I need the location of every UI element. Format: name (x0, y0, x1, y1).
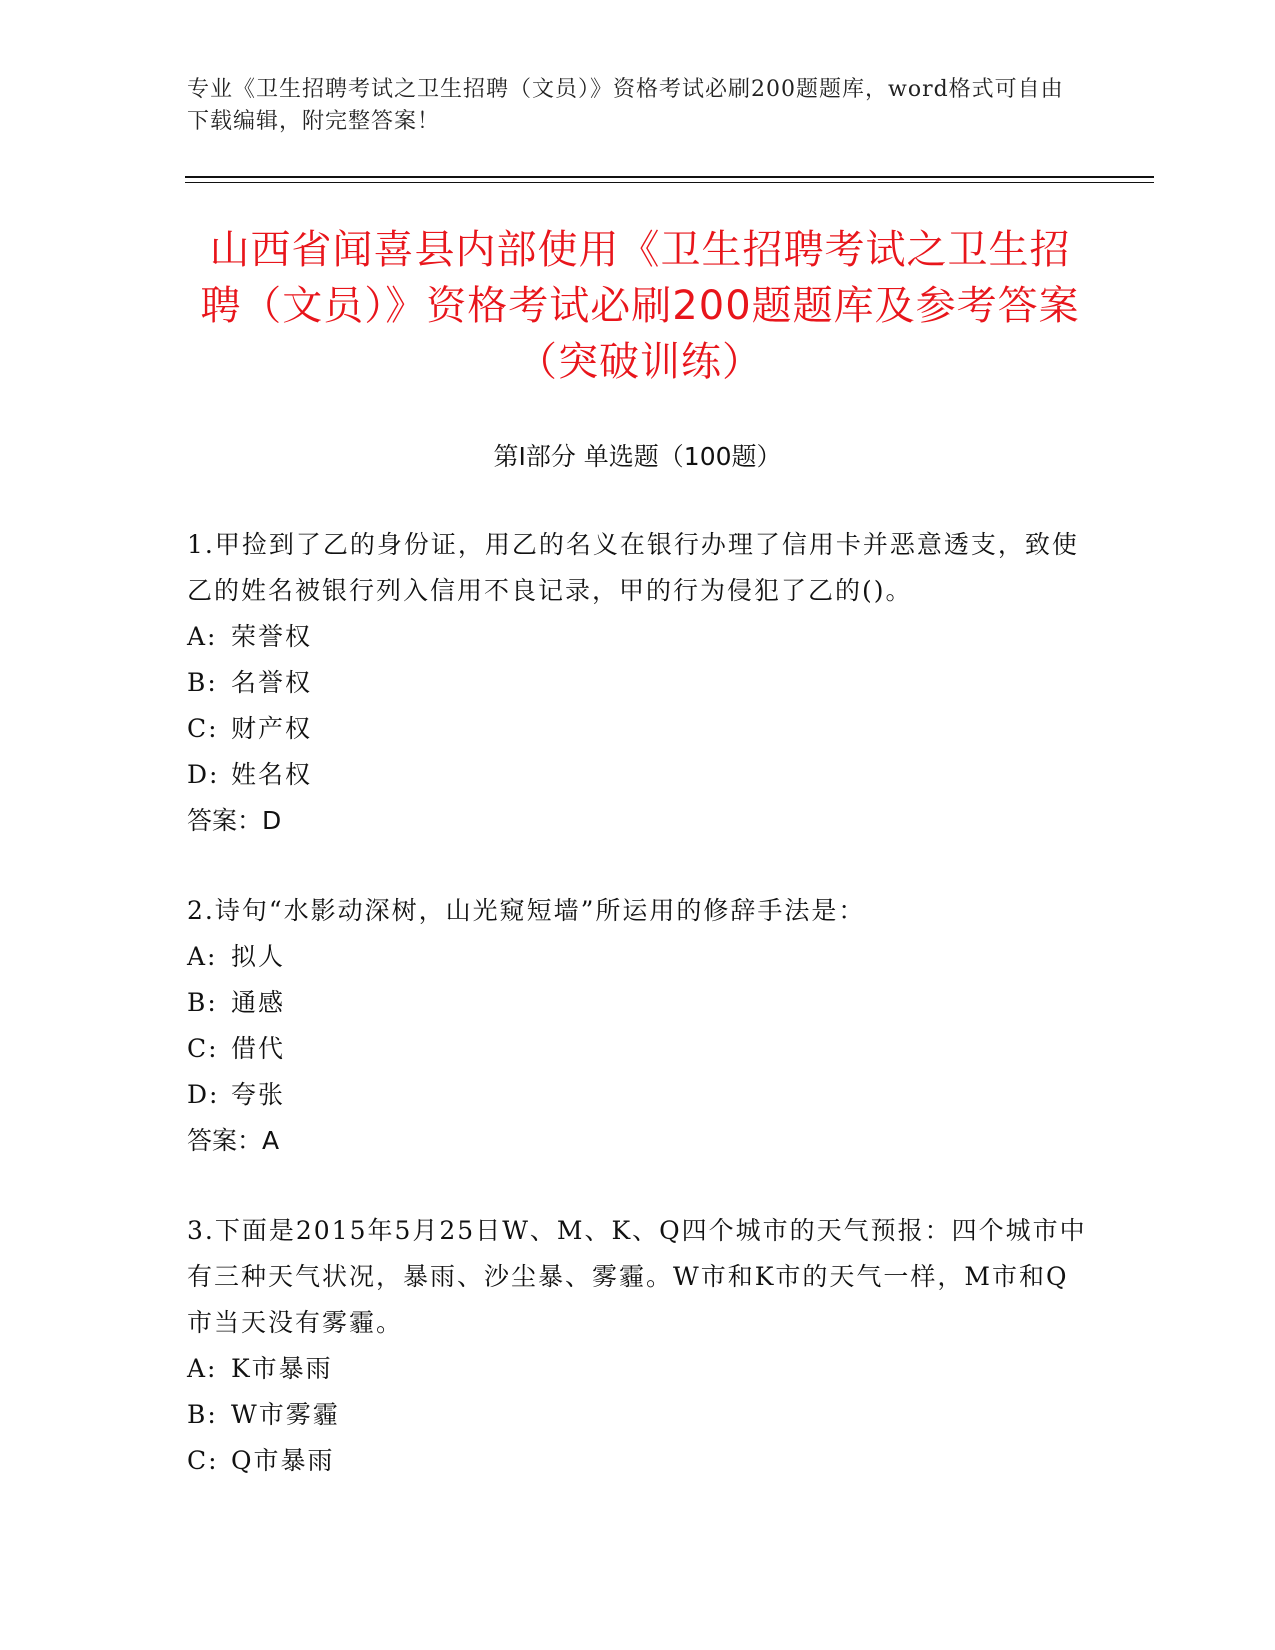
question-3 (187, 1208, 1087, 1484)
question-2-text: 2.诗句“水影动深树，山光窥短墙”所运用的修辞手法是： (187, 896, 866, 925)
question-3-option-c (187, 1438, 1087, 1484)
header-note: 专业《卫生招聘考试之卫生招聘（文员）》资格考试必刷200题题库，word格式可自由下载编辑，附完整答案！ (187, 77, 1064, 134)
question-1-option-b (187, 660, 1087, 706)
question-1-option-a (187, 614, 1087, 660)
option-text: 荣誉权 (231, 622, 313, 651)
option-text: 财产权 (231, 714, 313, 743)
option-letter: D: (187, 1080, 220, 1109)
option-letter: C: (187, 1034, 219, 1063)
option-text: 通感 (231, 988, 286, 1017)
question-1-option-c (187, 706, 1087, 752)
question-3-text: 3.下面是2015年5月25日W、M、K、Q四个城市的天气预报：四个城市中有三种天气状况，暴雨、沙尘暴、雾霾。W市和K市的天气一样，M市和Q市当天没有雾霾。 (187, 1216, 1087, 1337)
question-2 (187, 888, 1087, 1164)
option-letter: C: (187, 714, 219, 743)
question-2-option-b (187, 980, 1087, 1026)
header-rule-thin (185, 182, 1154, 183)
option-letter: C: (187, 1446, 219, 1475)
option-text: 拟人 (231, 942, 286, 971)
option-text: W市雾霾 (231, 1400, 340, 1429)
option-text: 借代 (231, 1034, 286, 1063)
option-letter: D: (187, 760, 220, 789)
question-1-answer: 答案：D (187, 806, 282, 835)
question-1-text: 1.甲捡到了乙的身份证，用乙的名义在银行办理了信用卡并恶意透支，致使乙的姓名被银行列入信用不良记录，甲的行为侵犯了乙的()。 (187, 530, 1079, 605)
section-heading: 第Ⅰ部分 单选题（100题） (493, 442, 782, 471)
option-letter: B: (187, 988, 218, 1017)
option-letter: A: (187, 942, 218, 971)
document-title: 山西省闻喜县内部使用《卫生招聘考试之卫生招聘（文员）》资格考试必刷200题题库及参考答案（突破训练） (200, 227, 1080, 385)
option-text: 名誉权 (231, 668, 313, 697)
question-1-option-d (187, 752, 1087, 798)
question-2-answer: 答案：A (187, 1126, 280, 1155)
question-2-option-c (187, 1026, 1087, 1072)
question-3-option-a (187, 1346, 1087, 1392)
option-letter: A: (187, 622, 218, 651)
option-text: 夸张 (231, 1080, 286, 1109)
question-2-option-d (187, 1072, 1087, 1118)
header-rule-thick (185, 176, 1154, 178)
option-letter: B: (187, 1400, 218, 1429)
option-letter: B: (187, 668, 218, 697)
option-text: 姓名权 (231, 760, 313, 789)
option-text: K市暴雨 (231, 1354, 333, 1383)
option-text: Q市暴雨 (231, 1446, 335, 1475)
question-2-option-a (187, 934, 1087, 980)
question-list (187, 522, 1087, 1528)
question-1 (187, 522, 1087, 844)
question-3-option-b (187, 1392, 1087, 1438)
option-letter: A: (187, 1354, 218, 1383)
